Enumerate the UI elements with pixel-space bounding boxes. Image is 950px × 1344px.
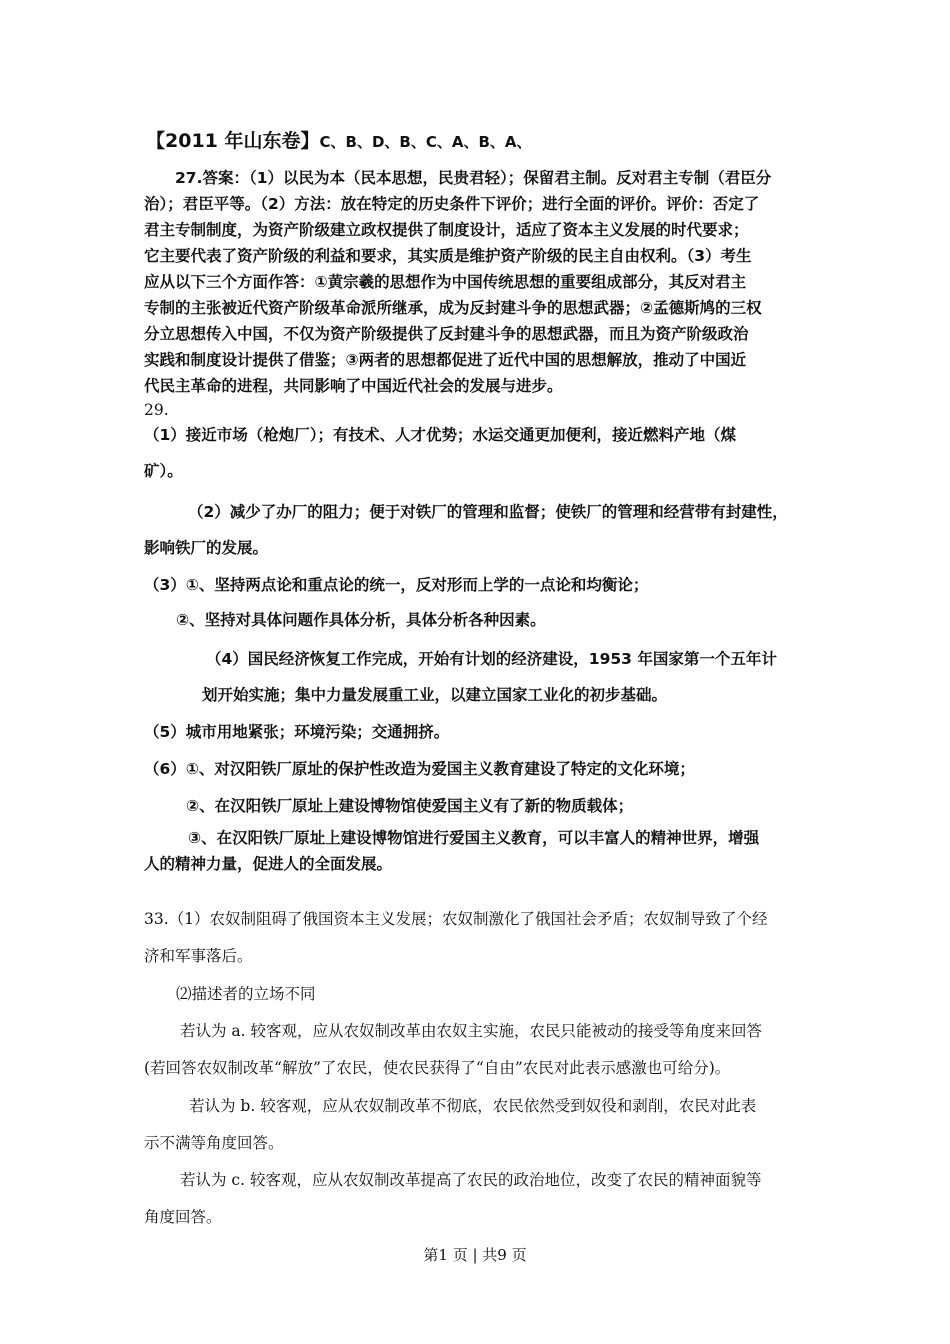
q27-line: 专制的主张被近代资产阶级革命派所继承，成为反封建斗争的思想武器；②孟德斯鸠的三权 <box>144 299 762 317</box>
q29-line: 影响铁厂的发展。 <box>144 539 269 557</box>
page-footer: 第1 页 | 共9 页 <box>423 1246 527 1264</box>
q29-number: 29. <box>144 401 169 419</box>
q29-line: ②、坚持对具体问题作具体分析，具体分析各种因素。 <box>176 611 546 629</box>
q33-line: 角度回答。 <box>144 1208 222 1226</box>
choice-answers: C、B、D、B、C、A、B、A、 <box>319 133 532 151</box>
q29-line: 矿）。 <box>144 462 183 480</box>
q33-line: (若回答农奴制改革“解放”了农民，使农民获得了“自由”农民对此表示感激也可给分)。 <box>144 1059 731 1077</box>
exam-heading <box>146 131 532 152</box>
exam-title: 【2011 年山东卷】 <box>146 130 320 152</box>
q27-line: 代民主革命的进程，共同影响了中国近代社会的发展与进步。 <box>144 377 563 395</box>
q29-line: （4）国民经济恢复工作完成，开始有计划的经济建设，1953 年国家第一个五年计 <box>206 650 777 668</box>
q29-line: ②、在汉阳铁厂原址上建设博物馆使爱国主义有了新的物质载体； <box>186 797 634 815</box>
q33-line: 若认为 a. 较客观，应从农奴制改革由农奴主实施，农民只能被动的接受等角度来回答 <box>180 1022 763 1040</box>
q33-line: ⑵描述者的立场不同 <box>176 985 316 1003</box>
q29-line: 人的精神力量，促进人的全面发展。 <box>144 855 393 873</box>
q27-line: 分立思想传入中国，不仅为资产阶级提供了反封建斗争的思想武器，而且为资产阶级政治 <box>144 325 749 343</box>
q27-line: 27.答案：（1）以民为本（民本思想，民贵君轻）；保留君主制。反对君主专制（君臣分 <box>175 169 772 187</box>
q29-line: （2）减少了办厂的阻力；便于对铁厂的管理和监督；使铁厂的管理和经营带有封建性， <box>188 503 788 521</box>
q29-line: （5）城市用地紧张；环境污染；交通拥挤。 <box>144 723 450 741</box>
q33-line: 若认为 b. 较客观，应从农奴制改革不彻底，农民依然受到奴役和剥削，农民对此表 <box>189 1097 757 1115</box>
q33-line: 若认为 c. 较客观，应从农奴制改革提高了农民的政治地位，改变了农民的精神面貌等 <box>180 1171 762 1189</box>
q29-line: （6）①、对汉阳铁厂原址的保护性改造为爱国主义教育建设了特定的文化环境； <box>144 760 695 778</box>
q27-line: 它主要代表了资产阶级的利益和要求，其实质是维护资产阶级的民主自由权利。（3）考生 <box>144 247 752 265</box>
q27-line: 应从以下三个方面作答：①黄宗羲的思想作为中国传统思想的重要组成部分，其反对君主 <box>144 273 747 291</box>
q27-line: 治）；君臣平等。（2）方法：放在特定的历史条件下评价；进行全面的评价。评价：否定了 <box>144 195 760 213</box>
q33-line: 示不满等角度回答。 <box>144 1134 284 1152</box>
q33-line: 济和军事落后。 <box>144 947 253 965</box>
q29-line: （3）①、坚持两点论和重点论的统一，反对形而上学的一点论和均衡论； <box>144 576 649 594</box>
q29-line: ③、在汉阳铁厂原址上建设博物馆进行爱国主义教育，可以丰富人的精神世界，增强 <box>188 829 760 847</box>
q27-line: 君主专制制度，为资产阶级建立政权提供了制度设计，适应了资本主义发展的时代要求； <box>144 221 749 239</box>
q33-line: 33.（1）农奴制阻碍了俄国资本主义发展；农奴制激化了俄国社会矛盾；农奴制导致了个经 <box>144 910 768 928</box>
q27-line: 实践和制度设计提供了借鉴；③两者的思想都促进了近代中国的思想解放，推动了中国近 <box>144 351 747 369</box>
q29-line: 划开始实施；集中力量发展重工业，以建立国家工业化的初步基础。 <box>202 686 668 704</box>
q29-line: （1）接近市场（枪炮厂）；有技术、人才优势；水运交通更加便利，接近燃料产地（煤 <box>144 426 737 444</box>
